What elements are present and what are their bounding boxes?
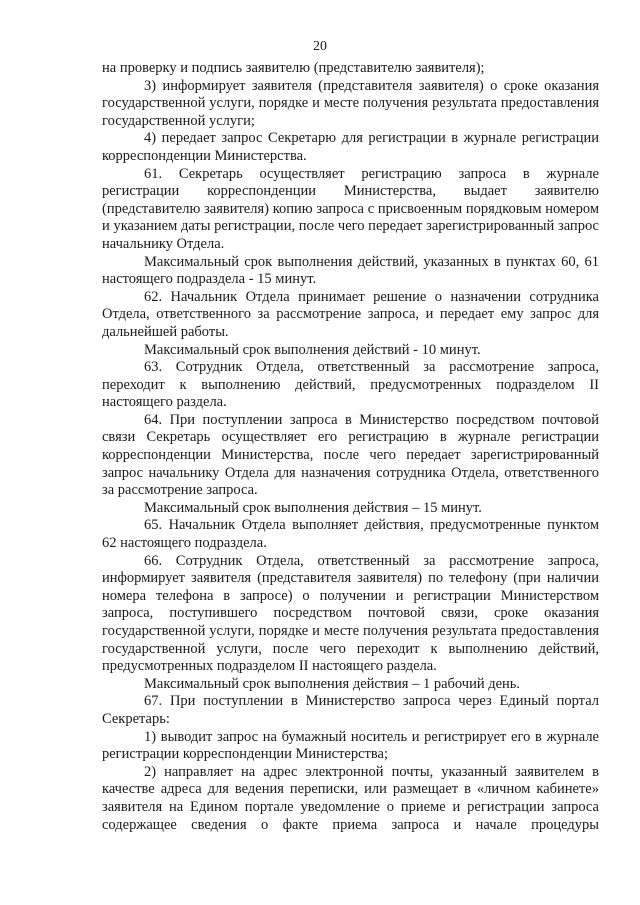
paragraph: 65. Начальник Отдела выполняет действия, предусмотренные пунктом 62 настоящего подраздела. [102, 517, 599, 552]
page-number: 20 [313, 39, 327, 54]
paragraph: 61. Секретарь осуществляет регистрацию запроса в журнале регистрации корреспонденции Министерства, выдает заявителю (представителю заявителя) копию запроса с присвоенным порядковым номером и указанием даты регистрации, после чего передает зарегистрированный запрос начальнику Отдела. [102, 165, 599, 252]
paragraph: 67. При поступлении в Министерство запроса через Единый портал Секретарь: [102, 693, 599, 727]
paragraph: 63. Сотрудник Отдела, ответственный за рассмотрение запроса, переходит к выполнению действий, предусмотренных подразделом II настоящего раздела. [102, 359, 599, 411]
paragraph: Максимальный срок выполнения действий, указанных в пунктах 60, 61 настоящего подраздела - 15 минут. [102, 253, 599, 288]
paragraph: 66. Сотрудник Отдела, ответственный за рассмотрение запроса, информирует заявителя (представителя заявителя) по телефону (при наличии номера телефона в запросе) о получении и регистрации Министерством запроса, поступившего посредством почтовой связи, сроке оказания государственной услуги, порядке и месте получения результата предоставления государственной услуги, после чего переходит к выполнению действий, предусмотренных подразделом II настоящего раздела. [102, 552, 599, 675]
paragraph: Максимальный срок выполнения действия – 15 минут. [144, 499, 482, 516]
paragraph: 64. При поступлении запроса в Министерство посредством почтовой связи Секретарь осуществляет его регистрацию в журнале регистрации корреспонденции Министерства, после чего передает зарегистрированный запрос начальнику Отдела для назначения сотрудника Отдела, ответственного за рассмотрение запроса. [102, 411, 599, 499]
paragraph: Максимальный срок выполнения действий - 10 минут. [144, 341, 481, 358]
paragraph: 4) передает запрос Секретарю для регистрации в журнале регистрации корреспонденции Министерства. [102, 130, 599, 164]
paragraph: 3) информирует заявителя (представителя заявителя) о сроке оказания государственной услуги, порядке и месте получения результата предоставления государственной услуги; [102, 77, 599, 129]
document-body [102, 60, 599, 834]
paragraph: 2) направляет на адрес электронной почты, указанный заявителем в качестве адреса для ведения переписки, или размещает в «личном кабинете» заявителя на Едином портале уведомление о приеме и регистрации запроса содержащее сведения о факте приема запроса и начале процедуры [102, 763, 599, 833]
paragraph: 1) выводит запрос на бумажный носитель и регистрирует его в журнале регистрации корреспонденции Министерства; [102, 728, 599, 763]
paragraph: на проверку и подпись заявителю (представителю заявителя); [102, 60, 485, 76]
paragraph: 62. Начальник Отдела принимает решение о назначении сотрудника Отдела, ответственного за рассмотрение запроса, и передает ему запрос для дальнейшей работы. [102, 288, 599, 340]
paragraph: Максимальный срок выполнения действия – 1 рабочий день. [144, 675, 521, 692]
